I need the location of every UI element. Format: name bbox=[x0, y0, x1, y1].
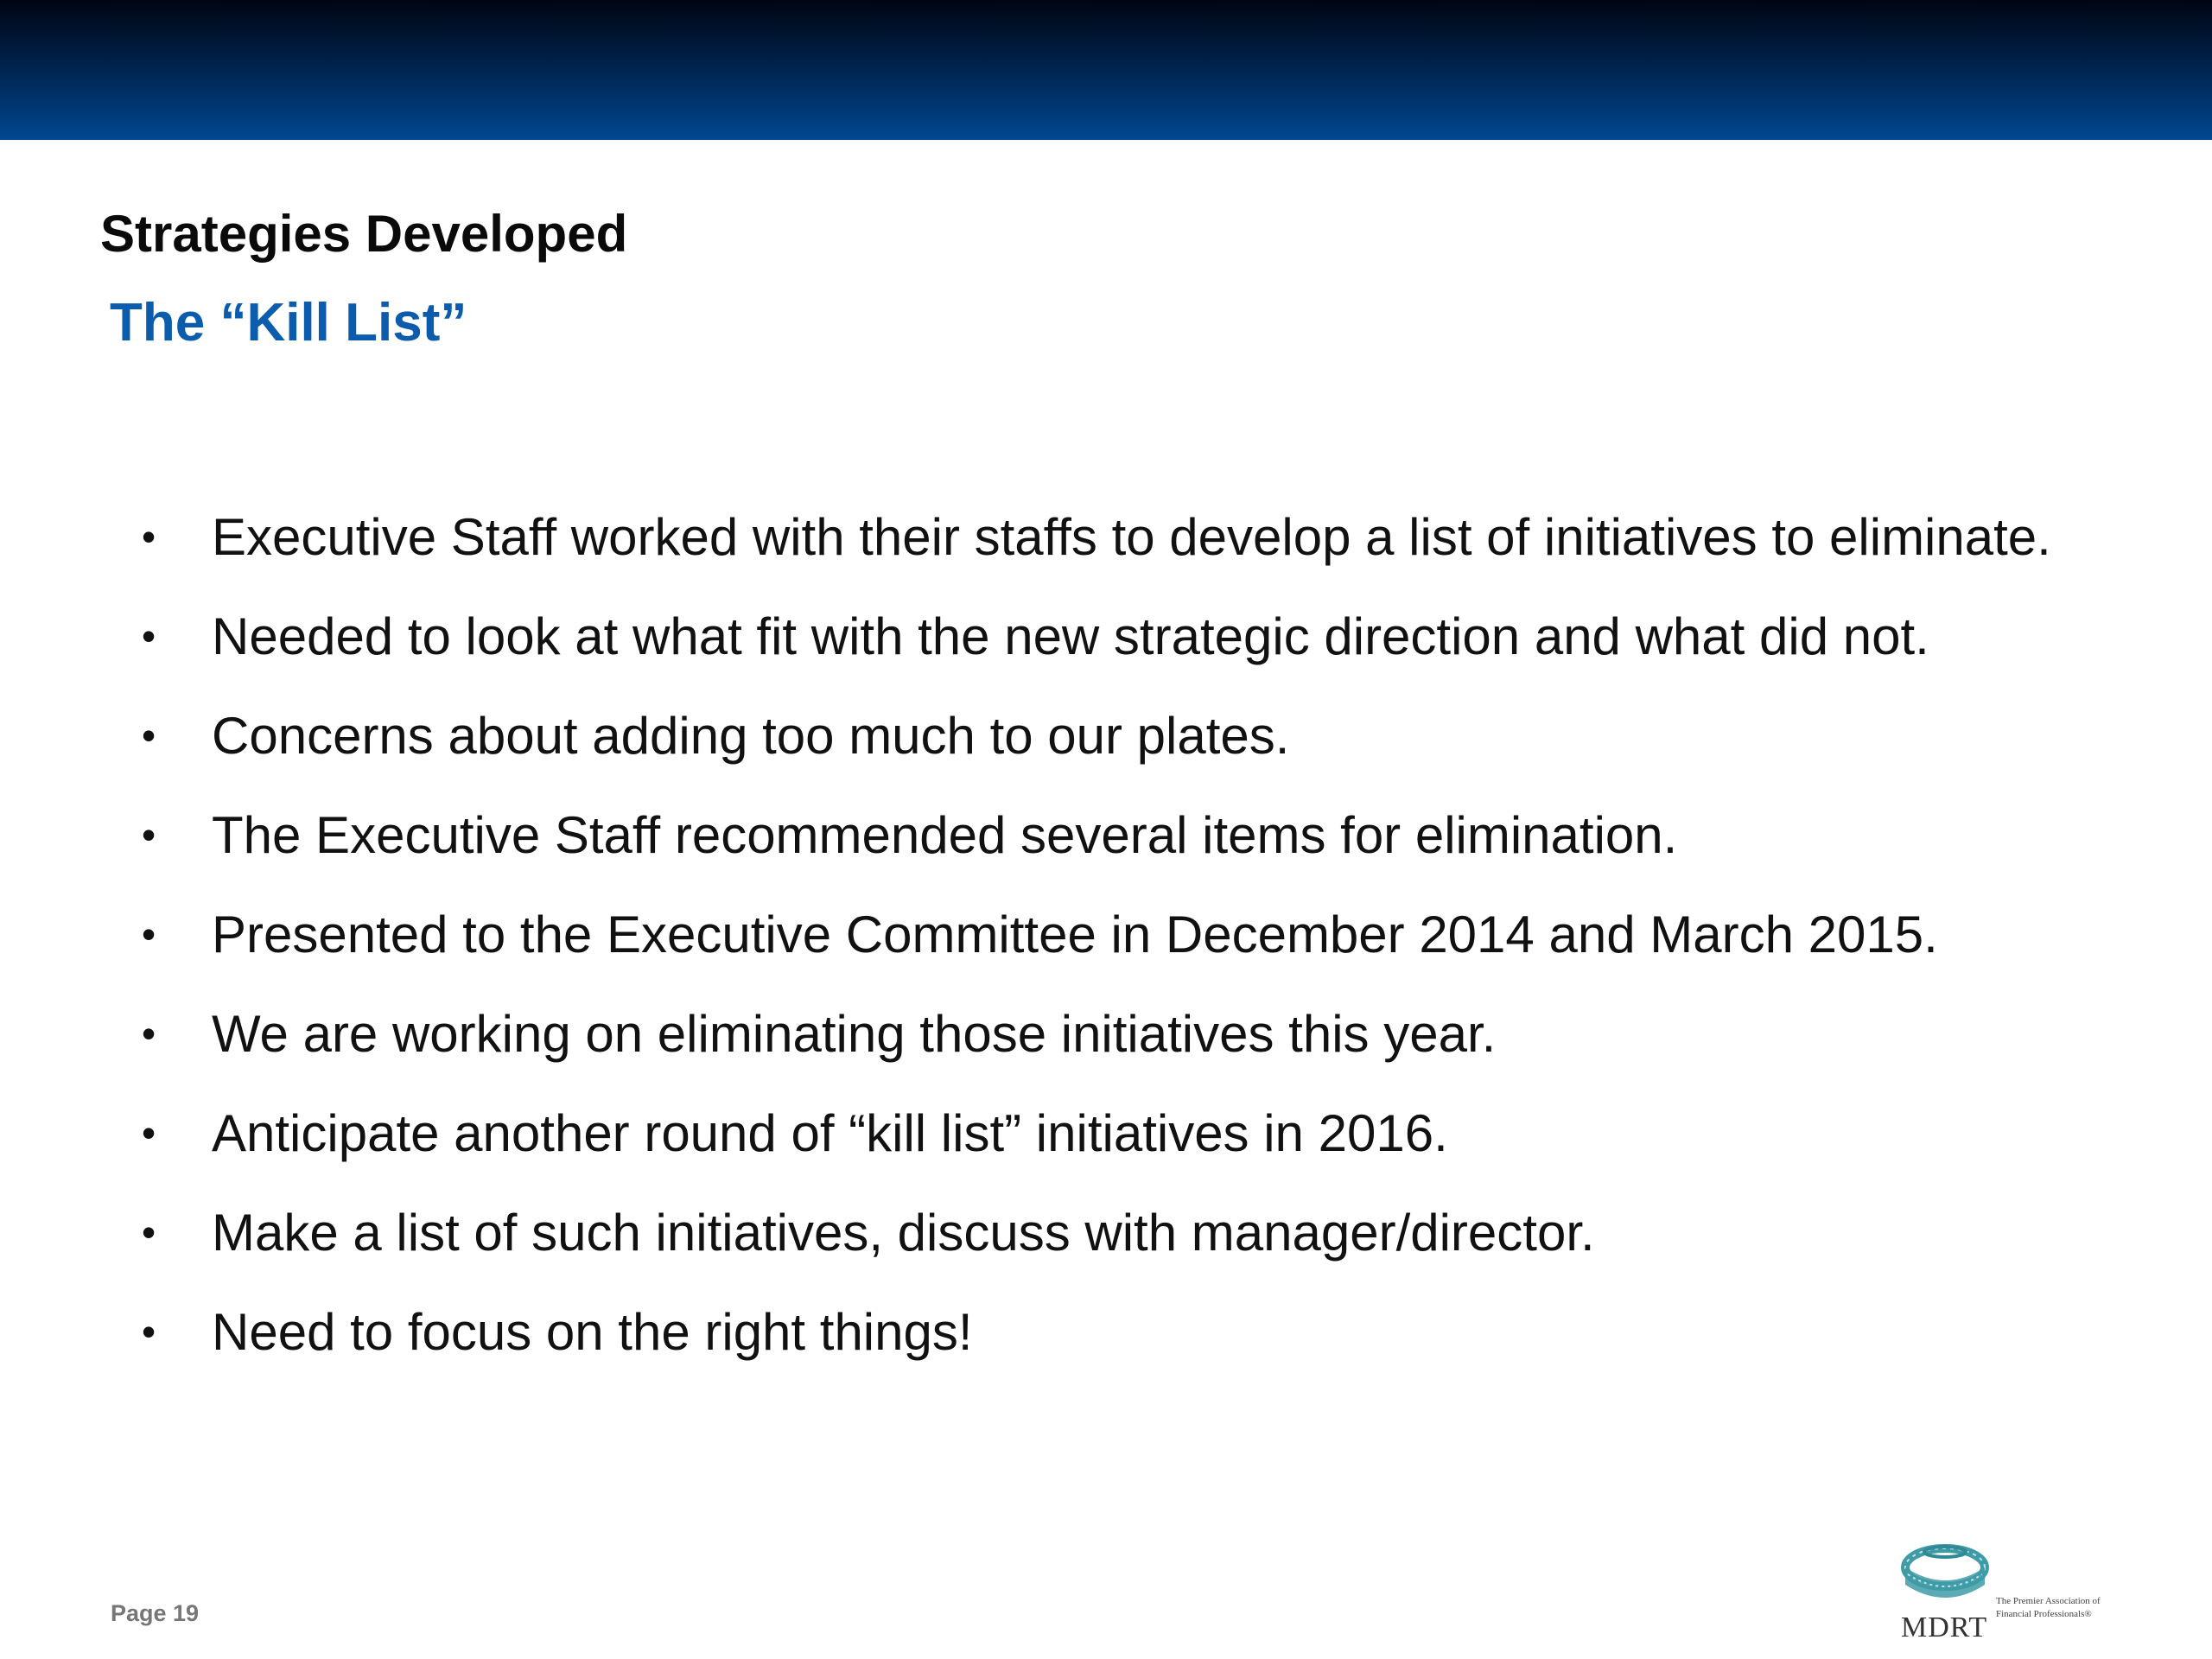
bullet-text: Anticipate another round of “kill list” initiatives in 2016. bbox=[212, 1104, 1448, 1162]
bullet-item bbox=[0, 686, 2078, 785]
bullet-item bbox=[0, 487, 2078, 587]
bullet-icon: • bbox=[142, 1011, 156, 1056]
bullet-icon: • bbox=[142, 812, 156, 857]
bullet-item bbox=[0, 1084, 2078, 1183]
bullet-text: Executive Staff worked with their staffs to develop a list of initiatives to eliminate. bbox=[212, 508, 2051, 566]
logo-wordmark: MDRT bbox=[1901, 1611, 1988, 1643]
bullet-text: Needed to look at what fit with the new strategic direction and what did not. bbox=[212, 607, 1929, 665]
bullet-list bbox=[0, 487, 2212, 1382]
mdrt-ring-logo-icon bbox=[1897, 1540, 1993, 1618]
header-band bbox=[0, 0, 2212, 140]
slide-subtitle: The “Kill List” bbox=[110, 293, 467, 353]
bullet-icon: • bbox=[142, 613, 156, 658]
bullet-item bbox=[0, 785, 2078, 885]
bullet-text: Make a list of such initiatives, discuss with manager/director. bbox=[212, 1204, 1595, 1262]
bullet-text: Concerns about adding too much to our plates. bbox=[212, 707, 1290, 765]
bullet-text: We are working on eliminating those initiatives this year. bbox=[212, 1005, 1497, 1063]
bullet-item bbox=[0, 1183, 2078, 1282]
bullet-icon: • bbox=[142, 713, 156, 758]
slide-title: Strategies Developed bbox=[100, 205, 628, 263]
bullet-icon: • bbox=[142, 514, 156, 559]
mdrt-logo bbox=[1892, 1540, 2108, 1645]
bullet-item bbox=[0, 885, 2078, 984]
bullet-text: Presented to the Executive Committee in December 2014 and March 2015. bbox=[212, 906, 1938, 963]
bullet-text: Need to focus on the right things! bbox=[212, 1303, 973, 1361]
bullet-icon: • bbox=[142, 1110, 156, 1155]
bullet-item bbox=[0, 1282, 2078, 1382]
bullet-item bbox=[0, 587, 2078, 686]
bullet-item bbox=[0, 984, 2078, 1084]
bullet-icon: • bbox=[142, 1210, 156, 1255]
bullet-icon: • bbox=[142, 1309, 156, 1354]
bullet-icon: • bbox=[142, 912, 156, 957]
logo-tagline: The Premier Association of Financial Professionals® bbox=[1996, 1596, 2101, 1619]
bullet-text: The Executive Staff recommended several items for elimination. bbox=[212, 806, 1678, 864]
page-number: Page 19 bbox=[111, 1600, 200, 1626]
